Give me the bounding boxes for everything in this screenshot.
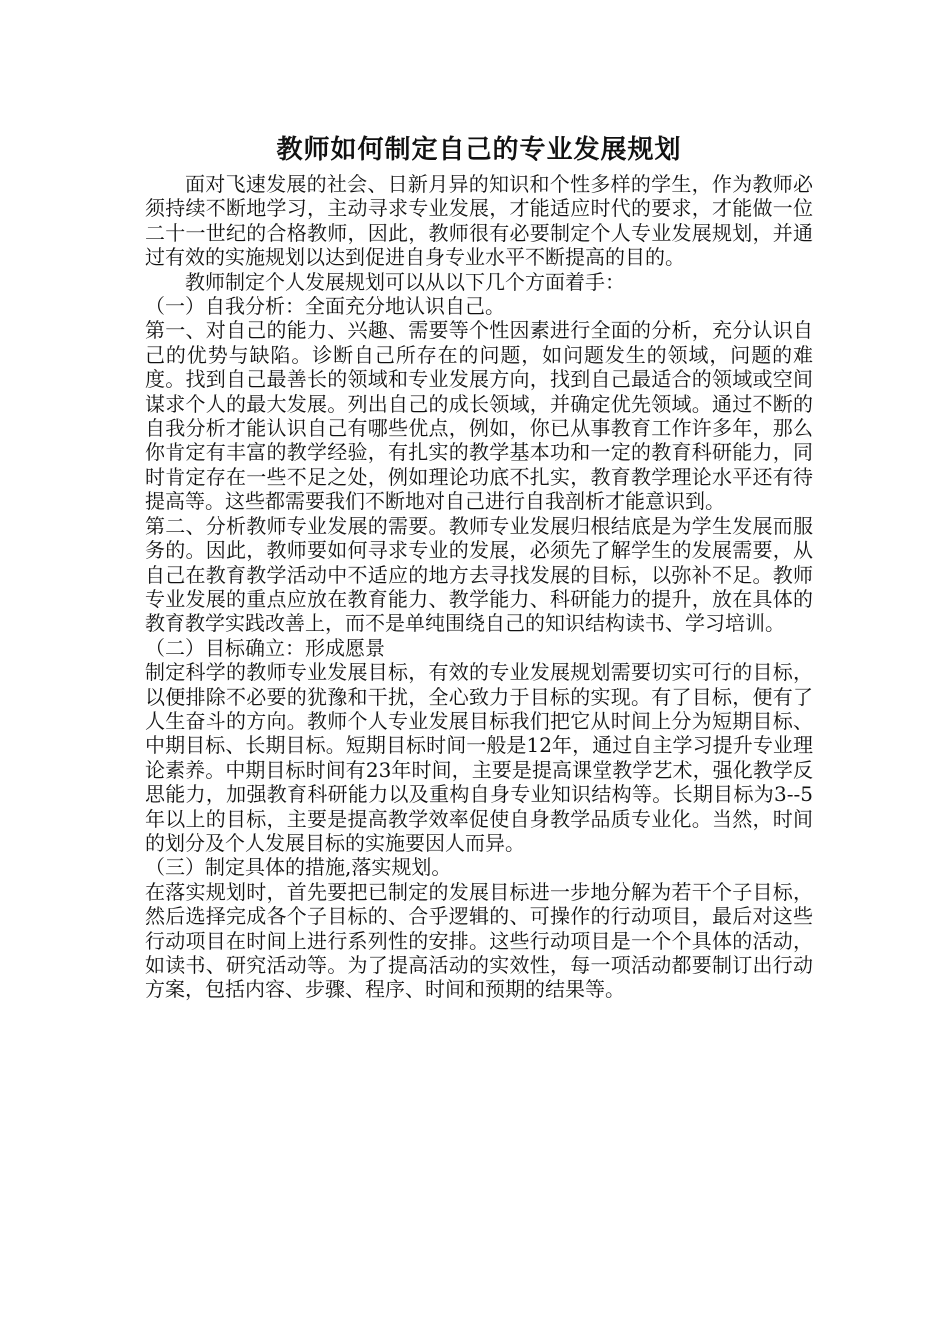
document-title: 教师如何制定自己的专业发展规划 bbox=[276, 135, 682, 165]
document-page bbox=[145, 130, 813, 1002]
section-1-paragraph-1: 第一、对自己的能力、兴趣、需要等个性因素进行全面的分析，充分认识自己的优势与缺陷。诊断自己所存在的问题，如问题发生的领域，问题的难度。找到自己最善长的领域和专业发展方向，找到自己最适合的领域或空间谋求个人的最大发展。列出自己的成长领域，并确定优先领域。通过不断的自我分析才能认识自己有哪些优点，例如，你已从事教育工作许多年，那么你肯定有丰富的教学经验，有扎实的教学基本功和一定的教育科研能力，同时肯定存在一些不足之处，例如理论功底不扎实，教育教学理论水平还有待提高等。这些都需要我们不断地对自己进行自我剖析才能意识到。 bbox=[145, 318, 813, 514]
section-1-paragraph-2: 第二、分析教师专业发展的需要。教师专业发展归根结底是为学生发展而服务的。因此，教师要如何寻求专业的发展，必须先了解学生的发展需要，从自己在教育教学活动中不适应的地方去寻找发展的目标，以弥补不足。教师专业发展的重点应放在教育能力、教学能力、科研能力的提升，放在具体的教育教学实践改善上，而不是单纯围绕自己的知识结构读书、学习培训。 bbox=[145, 513, 813, 636]
section-3-heading: （三）制定具体的措施,落实规划。 bbox=[145, 855, 452, 880]
section-2-heading: （二）目标确立：形成愿景 bbox=[145, 635, 385, 660]
section-1-heading: （一）自我分析：全面充分地认识自己。 bbox=[145, 294, 505, 319]
section-2-paragraph-1: 制定科学的教师专业发展目标，有效的专业发展规划需要切实可行的目标，以便排除不必要的犹豫和干扰，全心致力于目标的实现。有了目标，便有了人生奋斗的方向。教师个人专业发展目标我们把它从时间上分为短期目标、中期目标、长期目标。短期目标时间一般是12年，通过自主学习提升专业理论素养。中期目标时间有23年时间，主要是提高课堂教学艺术，强化教学反思能力，加强教育科研能力以及重构自身专业知识结构等。长期目标为3--5年以上的目标，主要是提高教学效率促使自身教学品质专业化。当然，时间的划分及个人发展目标的实施要因人而异。 bbox=[145, 660, 813, 855]
lead-paragraph: 教师制定个人发展规划可以从以下几个方面着手： bbox=[185, 269, 625, 294]
intro-paragraph: 面对飞速发展的社会、日新月异的知识和个性多样的学生，作为教师必须持续不断地学习，主动寻求专业发展，才能适应时代的要求，才能做一位二十一世纪的合格教师，因此，教师很有必要制定个人专业发展规划，并通过有效的实施规划以达到促进自身专业水平不断提高的目的。 bbox=[145, 172, 813, 270]
section-3-paragraph-1: 在落实规划时，首先要把已制定的发展目标进一步地分解为若干个子目标，然后选择完成各个子目标的、合乎逻辑的、可操作的行动项目，最后对这些行动项目在时间上进行系列性的安排。这些行动项目是一个个具体的活动，如读书、研究活动等。为了提高活动的实效性，每一项活动都要制订出行动方案，包括内容、步骤、程序、时间和预期的结果等。 bbox=[145, 879, 813, 1002]
